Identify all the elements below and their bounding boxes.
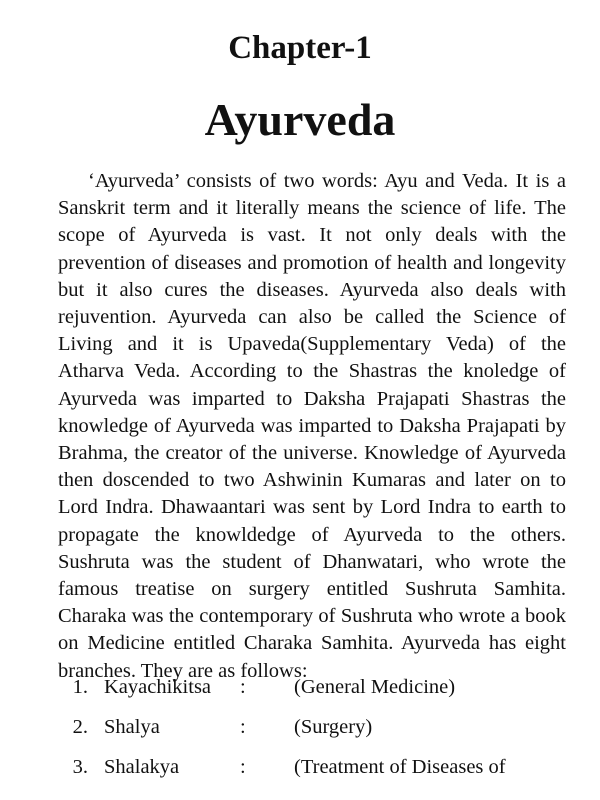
branch-number: 2. bbox=[72, 716, 88, 738]
branch-name: Shalya bbox=[104, 716, 160, 738]
branch-name: Shalakya bbox=[104, 756, 180, 778]
chapter-number: Chapter-1 bbox=[228, 30, 372, 66]
branch-name: Kayachikitsa bbox=[104, 676, 212, 698]
list-item bbox=[58, 676, 578, 716]
branch-separator: : bbox=[240, 716, 246, 738]
body-paragraph: ‘Ayurveda’ consists of two words: Ayu and Veda. It is a Sanskrit term and it literally means the science of life. The scope of Ayurveda is vast. It not only deals with the prevention of diseases and promotion of health and longevity but it also cures the diseases. Ayurveda also deals with rejuvention. Ayurveda can also be called the Science of Living and it is Upaveda(Supplementary Veda) of the Atharva Veda. According to the Shastras the knoledge of Ayurveda was imparted to Daksha Prajapati Shastras the knowledge of Ayurveda was imparted to Daksha Prajapati by Brahma, the creator of the universe. Knowledge of Ayurveda then doscended to two Ashwinin Kumaras and later on to Lord Indra. Dhawaantari was sent by Lord Indra to earth to propagate the knowldedge of Ayurveda to the others. Sushruta was the student of Dhanwatari, who wrote the famous treatise on surgery entitled Sushruta Samhita. Charaka was the contemporary of Sushruta who wrote a book on Medicine entitled Charaka Samhita. Ayurveda has eight branches. They are as follows: bbox=[58, 170, 566, 682]
branch-description: (Treatment of Diseases of bbox=[294, 756, 506, 778]
branch-description: (Surgery) bbox=[294, 716, 373, 738]
chapter-title: Ayurveda bbox=[204, 94, 396, 145]
branch-separator: : bbox=[240, 676, 246, 698]
branch-number: 1. bbox=[72, 676, 88, 698]
branch-separator: : bbox=[240, 756, 246, 778]
list-item bbox=[58, 716, 578, 756]
branch-description: (General Medicine) bbox=[294, 676, 456, 698]
list-item bbox=[58, 756, 578, 796]
branch-list bbox=[58, 676, 578, 796]
branch-number: 3. bbox=[72, 756, 88, 778]
